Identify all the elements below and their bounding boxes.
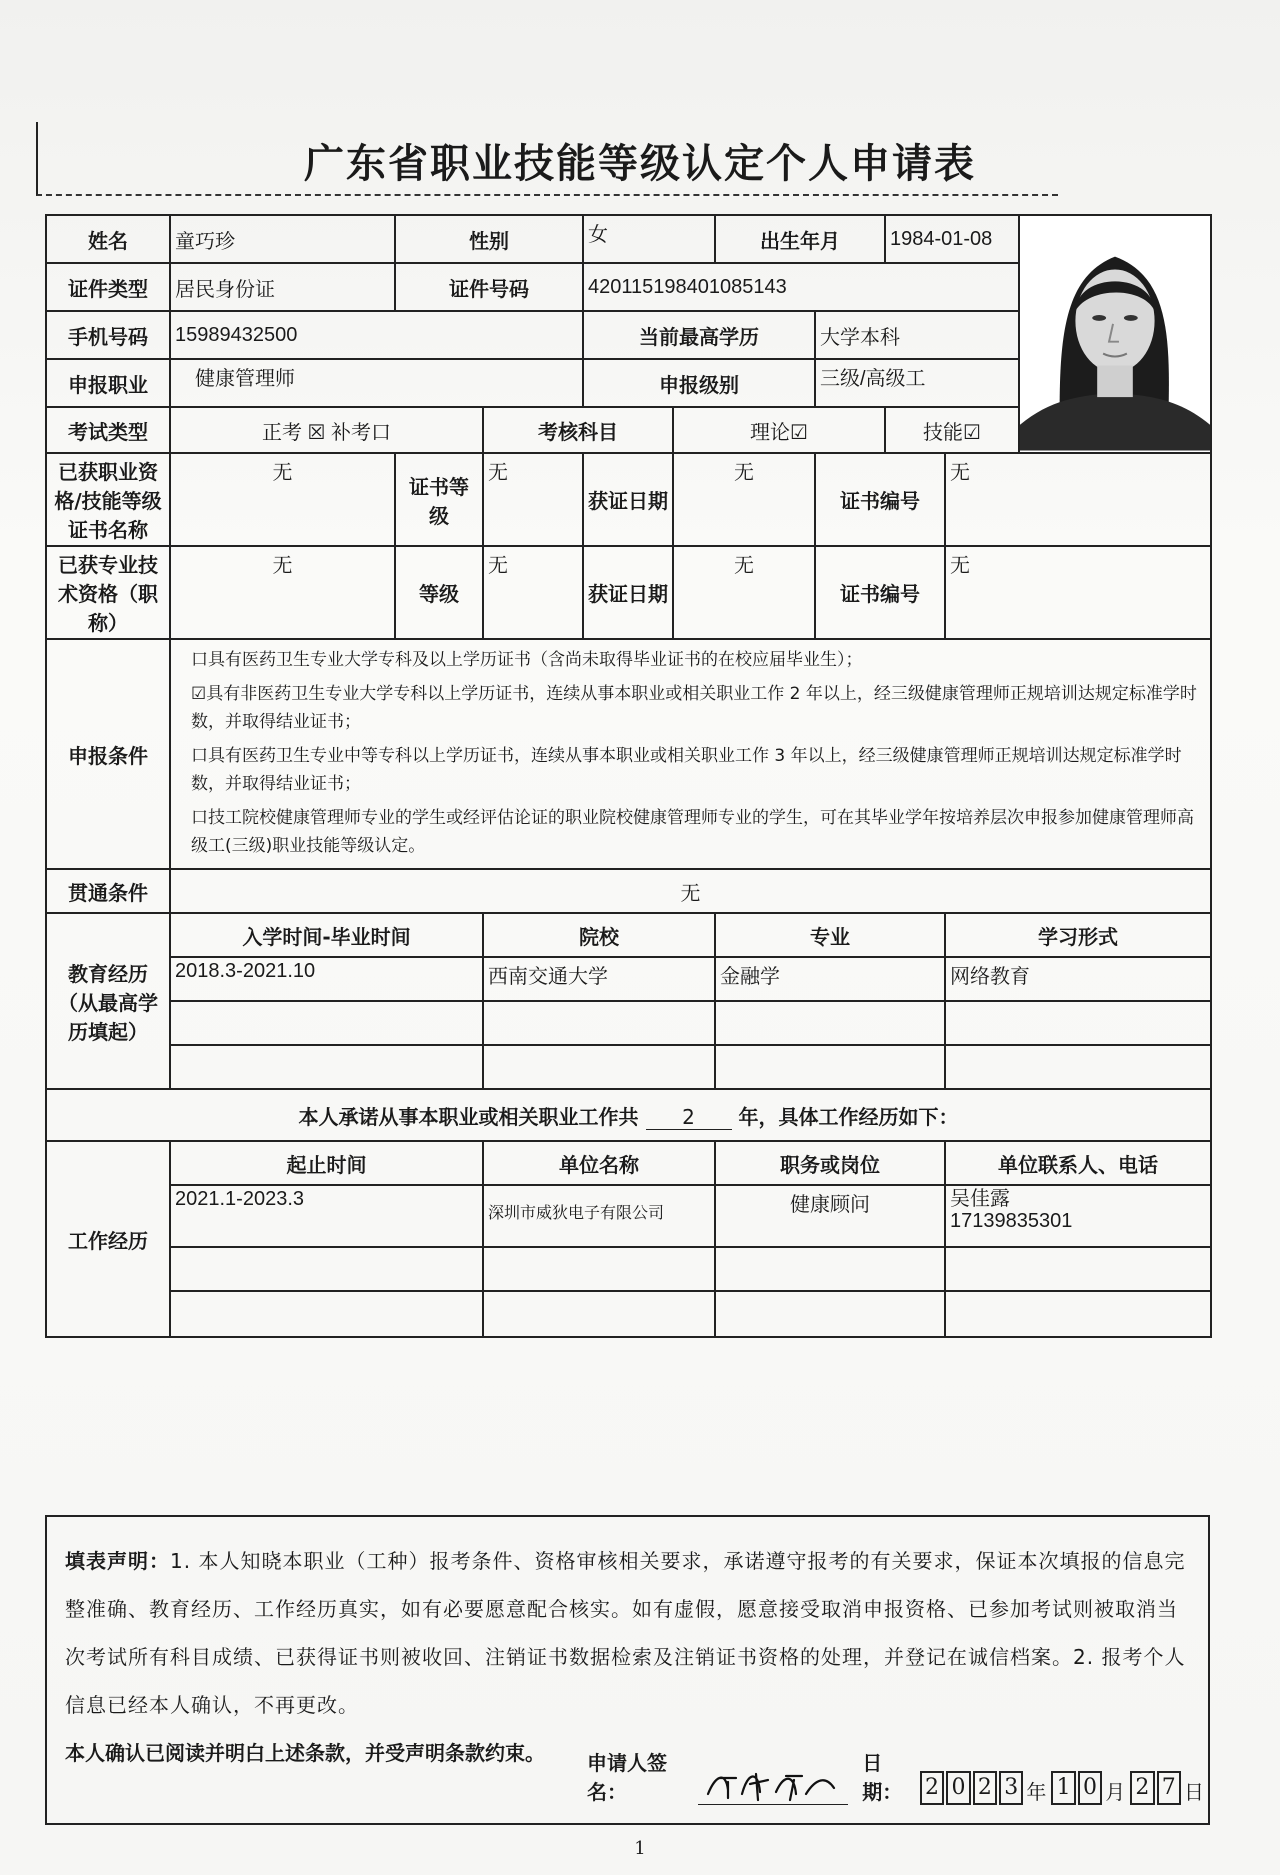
promise-suffix: 年，具体工作经历如下： [738,1104,959,1129]
obtained-title-label: 已获专业技术资格（职称） [46,546,170,639]
id-type-value: 居民身份证 [170,263,395,311]
promise-prefix: 本人承诺从事本职业或相关职业工作共 [298,1104,639,1129]
table-cell [483,1247,715,1291]
condition-item-2: ☑具有非医药卫生专业大学专科以上学历证书，连续从事本职业或相关职业工作 2 年以上，经三级健康管理师正规培训达规定标准学时数，并取得结业证书； [191,684,1197,732]
title-date-label: 获证日期 [583,546,673,639]
id-number-value: 420115198401085143 [583,263,1019,311]
table-cell [483,1045,715,1089]
table-cell [483,1001,715,1045]
edu-header-major: 专业 [715,913,945,957]
obtained-title-value: 无 [170,546,395,639]
conditions-label: 申报条件 [46,639,170,869]
work-header-contact: 单位联系人、电话 [945,1141,1211,1185]
birth-label: 出生年月 [715,215,885,263]
table-cell [945,1045,1211,1089]
birth-value: 1984-01-08 [885,215,1019,263]
cert-number-label: 证书编号 [815,453,945,546]
applicant-photo [1019,215,1211,453]
signature-row [587,1751,1207,1805]
name-label: 姓名 [46,215,170,263]
declaration-confirm: 本人确认已阅读并明白上述条款，并受声明条款约束。 [65,1741,545,1765]
exam-subject-label: 考核科目 [483,407,673,453]
date-year-digit: 0 [946,1771,970,1805]
date-day-digit: 2 [1130,1771,1154,1805]
edu-header-period: 入学时间-毕业时间 [170,913,483,957]
exam-type-value: 正考 ☒ 补考口 [170,407,483,453]
cert-level-value: 无 [483,453,583,546]
pass-through-value: 无 [170,869,1211,913]
title-level-label: 等级 [395,546,483,639]
signature-field [698,1764,848,1805]
condition-item-1: 口具有医药卫生专业大学专科及以上学历证书（含尚未取得毕业证书的在校应届毕业生）； [191,650,863,670]
table-cell [170,1247,483,1291]
day-unit: 日 [1183,1780,1204,1804]
table-cell: 健康顾问 [715,1185,945,1247]
promise-years: 2 [646,1105,732,1130]
cert-level-label: 证书等级 [395,453,483,546]
date-year-digit: 2 [973,1771,997,1805]
table-cell: 2021.1-2023.3 [170,1185,483,1247]
obtained-cert-value: 无 [170,453,395,546]
phone-value: 15989432500 [170,311,583,359]
table-cell [945,1001,1211,1045]
condition-item-3: 口具有医药卫生专业中等专科以上学历证书，连续从事本职业或相关职业工作 3 年以上，经三级健康管理师正规培训达规定标准学时数，并取得结业证书； [191,746,1182,794]
table-cell [945,1291,1211,1337]
date-label: 日期： [862,1751,903,1804]
edu-header-mode: 学习形式 [945,913,1211,957]
work-history-label: 工作经历 [46,1141,170,1337]
table-cell: 2018.3-2021.10 [170,957,483,1001]
portrait-photo-icon [1020,217,1210,451]
id-number-label: 证件号码 [395,263,583,311]
table-cell [715,1045,945,1089]
date-month-digit: 1 [1051,1771,1075,1805]
cert-date-label: 获证日期 [583,453,673,546]
table-cell [170,1001,483,1045]
month-unit: 月 [1105,1780,1126,1804]
name-value: 童巧珍 [170,215,395,263]
declaration-section [45,1515,1210,1825]
work-promise [46,1089,1211,1141]
table-cell: 吴佳露 17139835301 [945,1185,1211,1247]
level-value: 三级/高级工 [815,359,1019,407]
table-cell: 金融学 [715,957,945,1001]
phone-label: 手机号码 [46,311,170,359]
table-cell [715,1247,945,1291]
conditions-list [170,639,1211,869]
table-cell [170,1045,483,1089]
table-cell [483,1291,715,1337]
table-cell [715,1291,945,1337]
obtained-cert-label: 已获职业资格/技能等级证书名称 [46,453,170,546]
level-label: 申报级别 [583,359,815,407]
exam-type-label: 考试类型 [46,407,170,453]
table-cell [945,1247,1211,1291]
gender-value: 女 [583,215,715,263]
edu-history-label: 教育经历（从最高学历填起） [46,913,170,1089]
title-number-value: 无 [945,546,1211,639]
declaration-text [65,1537,1190,1729]
exam-subject-skill: 技能☑ [885,407,1019,453]
condition-item-4: 口技工院校健康管理师专业的学生或经评估论证的职业院校健康管理师专业的学生，可在其毕业学年按培养层次申报参加健康管理师高级工(三级)职业技能等级认定。 [191,808,1194,856]
cert-date-value: 无 [673,453,815,546]
gender-label: 性别 [395,215,583,263]
edu-header-school: 院校 [483,913,715,957]
date-day-digit: 7 [1157,1771,1181,1805]
declaration-heading: 填表声明： [65,1549,170,1573]
form-title: 广东省职业技能等级认定个人申请表 [304,140,976,187]
cert-number-value: 无 [945,453,1211,546]
year-unit: 年 [1026,1780,1047,1804]
table-cell: 网络教育 [945,957,1211,1001]
table-cell: 西南交通大学 [483,957,715,1001]
exam-subject-theory: 理论☑ [673,407,885,453]
work-header-period: 起止时间 [170,1141,483,1185]
table-cell: 深圳市威狄电子有限公司 [483,1185,715,1247]
title-number-label: 证书编号 [815,546,945,639]
date-month-digit: 0 [1078,1771,1102,1805]
date-year-digit: 3 [999,1771,1023,1805]
title-level-value: 无 [483,546,583,639]
work-header-company: 单位名称 [483,1141,715,1185]
occupation-value: 健康管理师 [170,359,583,407]
handwritten-signature [698,1764,848,1804]
occupation-label: 申报职业 [46,359,170,407]
work-header-position: 职务或岗位 [715,1141,945,1185]
id-type-label: 证件类型 [46,263,170,311]
table-cell [715,1001,945,1045]
page-number: 1 [634,1838,646,1859]
title-date-value: 无 [673,546,815,639]
education-value: 大学本科 [815,311,1019,359]
table-cell [170,1291,483,1337]
education-label: 当前最高学历 [583,311,815,359]
declaration-body: 1. 本人知晓本职业（工种）报考条件、资格审核相关要求，承诺遵守报考的有关要求，保证本次填报的信息完整准确、教育经历、工作经历真实，如有必要愿意配合核实。如有虚假，愿意接受取消申报资格、已参加考试则被取消当次考试所有科目成绩、已获得证书则被收回、注销证书数据检索及注销证书资格的处理，并登记在诚信档案。2. 报考个人信息已经本人确认，不再更改。 [65,1549,1186,1717]
sign-label: 申请人签名： [587,1751,667,1804]
date-year-digit: 2 [920,1771,944,1805]
pass-through-label: 贯通条件 [46,869,170,913]
application-form-table [45,214,1212,1338]
